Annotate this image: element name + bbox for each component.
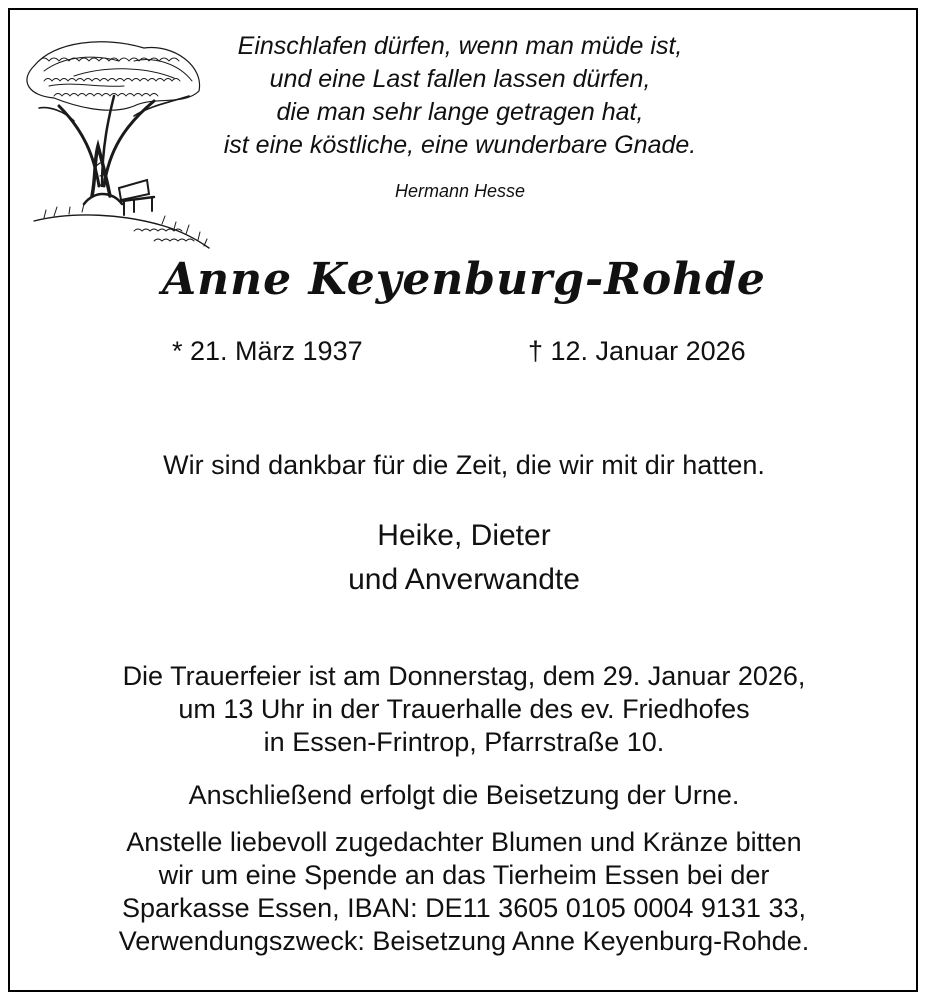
family-line: Heike, Dieter [377, 519, 551, 552]
service-details [0, 660, 928, 759]
birth-date: * 21. März 1937 [172, 336, 363, 366]
burial-note: Anschließend erfolgt die Beisetzung der Urne. [188, 780, 740, 810]
deceased-name: Anne Keyenburg-Rohde [162, 254, 766, 305]
death-date: † 12. Januar 2026 [528, 336, 746, 366]
family-names [0, 514, 928, 602]
poem-line: Einschlafen dürfen, wenn man müde ist, [237, 32, 683, 60]
service-line: in Essen-Frintrop, Pfarrstraße 10. [263, 727, 665, 757]
poem-line: und eine Last fallen lassen dürfen, [269, 65, 651, 93]
family-line: und Anverwandte [348, 563, 580, 596]
donation-line: Verwendungszweck: Beisetzung Anne Keyenburg-Rohde. [118, 926, 810, 956]
poem-quote [150, 30, 770, 162]
poem-line: ist eine köstliche, eine wunderbare Gnade. [223, 131, 697, 159]
service-line: um 13 Uhr in der Trauerhalle des ev. Friedhofes [178, 694, 750, 724]
poem-line: die man sehr lange getragen hat, [276, 98, 644, 126]
service-line: Die Trauerfeier ist am Donnerstag, dem 29. Januar 2026, [122, 661, 806, 691]
donation-line: Anstelle liebevoll zugedachter Blumen und Kränze bitten [126, 827, 802, 857]
donation-line: Sparkasse Essen, IBAN: DE11 3605 0105 0004 9131 33, [122, 893, 806, 923]
donation-request [0, 826, 928, 958]
donation-line: wir um eine Spende an das Tierheim Essen bei der [158, 860, 770, 890]
poem-author: Hermann Hesse [394, 181, 526, 201]
gratitude-text: Wir sind dankbar für die Zeit, die wir mit dir hatten. [163, 450, 765, 480]
